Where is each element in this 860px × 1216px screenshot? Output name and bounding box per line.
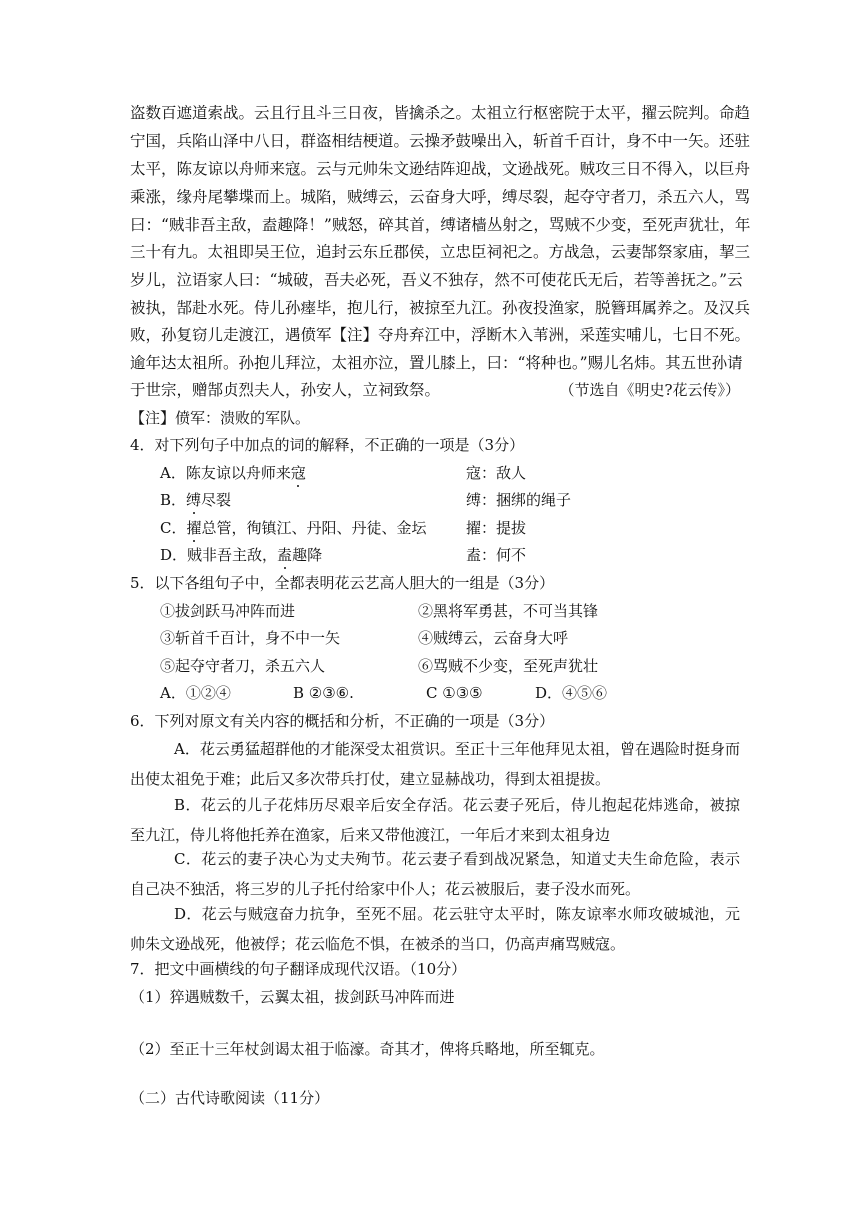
passage-line: 宁国，兵陷山泽中八日，群盗相结梗道。云操矛鼓噪出入，斩首千百计，身不中一矢。还驻	[130, 132, 751, 150]
dotted-word: 寇	[290, 464, 306, 482]
question-stem: 4．对下列句子中加点的词的解释，不正确的一项是（3分）	[130, 436, 525, 454]
option-a: A．花云勇猛超群他的才能深受太祖赏识。至正十三年他拜见太祖，曾在遇险时挺身而出使太祖免于难；此后又多次带兵打仗，建立显赫战功，得到太祖提拔。	[130, 740, 740, 788]
question-stem: 5．以下各组句子中，全都表明花云艺高人胆大的一组是（3分）	[130, 574, 555, 592]
passage-line: 乘涨，缘舟尾攀堞而上。城陷，贼缚云，云奋身大呼，缚尽裂，起夺守者刀，杀五六人，骂	[130, 188, 751, 206]
question-stem: 7．把文中画横线的句子翻译成现代汉语。（10分）	[130, 960, 467, 978]
choice-d: D．④⑤⑥	[535, 684, 608, 702]
sentence-item: ②黑将军勇甚，不可当其锋	[418, 602, 599, 620]
option-c: C．擢总管，徇镇江、丹阳、丹徒、金坛	[160, 519, 427, 537]
sentence-item: ④贼缚云，云奋身大呼	[418, 629, 569, 647]
passage-line: 败，孙复窃儿走渡江，遇偾军【注】夺舟弃江中，浮断木入苇洲，采莲实哺儿，七日不死。	[130, 326, 751, 344]
dotted-word: 擢	[186, 519, 202, 537]
passage-line: 太平，陈友谅以舟师来寇。云与元帅朱文逊结阵迎战，文逊战死。贼攻三日不得入，以巨舟	[130, 160, 751, 178]
option-b: B．缚尽裂	[160, 491, 232, 509]
passage-line: 被执，郜赴水死。侍儿孙瘗毕，抱儿行，被掠至九江。孙夜投渔家，脱簪珥属养之。及汉兵	[130, 299, 751, 317]
sentence-item: ⑤起夺守者刀，杀五六人	[160, 657, 326, 675]
gloss-c: 擢：提拔	[466, 519, 527, 537]
option-c: C．花云的妻子决心为丈夫殉节。花云妻子看到战况紧急，知道丈夫生命危险，表示自己决不独活，将三岁的儿子托付给家中仆人；花云被服后，妻子没水而死。	[130, 850, 740, 898]
section-heading: （二）古代诗歌阅读（11分）	[130, 1089, 330, 1107]
sentence-item: ③斩首千百计，身不中一矢	[160, 629, 341, 647]
gloss-b: 缚：捆绑的绳子	[466, 491, 572, 509]
translate-item-2: （2）至正十三年杖剑谒太祖于临濠。奇其才，俾将兵略地，所至辄克。	[130, 1040, 605, 1058]
question-stem: 6．下列对原文有关内容的概括和分析，不正确的一项是（3分）	[130, 712, 555, 730]
gloss-d: 盍：何不	[466, 546, 527, 564]
passage-line: 于世宗，赠郜贞烈夫人，孙安人，立祠致祭。	[130, 381, 441, 399]
translate-item-1: （1）猝遇贼数千，云翼太祖，拔剑跃马冲阵而进	[130, 988, 455, 1006]
choice-c: C ①③⑤	[426, 684, 483, 702]
passage-line: 三十有九。太祖即吴王位，追封云东丘郡侯，立忠臣祠祀之。方战急，云妻郜祭家庙，挈三	[130, 243, 751, 261]
passage-line: 盗数百遮道索战。云且行且斗三日夜，皆擒杀之。太祖立行枢密院于太平，擢云院判。命趋	[130, 104, 751, 122]
sentence-item: ①拔剑跃马冲阵而进	[160, 602, 296, 620]
passage-line: 曰：“贼非吾主敌，盍趣降！”贼怒，碎其首，缚诸樯丛射之，骂贼不少变，至死声犹壮，年	[130, 216, 751, 234]
dotted-word: 盍	[277, 546, 293, 564]
passage-source: （节选自《明史?花云传》）	[559, 381, 740, 399]
option-d: D．贼非吾主敌，盍趣降	[160, 546, 323, 564]
option-a: A．陈友谅以舟师来寇	[160, 464, 306, 482]
dotted-word: 缚	[186, 491, 202, 509]
passage-line: 岁儿，泣语家人曰：“城破，吾夫必死，吾义不独存，然不可使花氏无后，若等善抚之。”云	[130, 271, 743, 289]
option-b: B．花云的儿子花炜历尽艰辛后安全存活。花云妻子死后，侍儿抱起花炜逃命，被掠至九江，侍儿将他托养在渔家，后来又带他渡江，一年后才来到太祖身边	[130, 796, 740, 844]
option-d: D．花云与贼寇奋力抗争，至死不屈。花云驻守太平时，陈友谅率水师攻破城池，元帅朱文逊战死，他被俘；花云临危不惧，在被杀的当口，仍高声痛骂贼寇。	[130, 905, 740, 953]
sentence-item: ⑥骂贼不少变，至死声犹壮	[418, 657, 599, 675]
passage-line: 逾年达太祖所。孙抱儿拜泣，太祖亦泣，置儿膝上，曰：“将种也。”赐儿名炜。其五世孙请	[130, 354, 743, 372]
choice-a: A．①②④	[160, 684, 231, 702]
gloss-a: 寇：敌人	[466, 464, 527, 482]
choice-b: B ②③⑥.	[293, 684, 354, 702]
passage-note: 【注】偾军：溃败的军队。	[130, 409, 311, 427]
